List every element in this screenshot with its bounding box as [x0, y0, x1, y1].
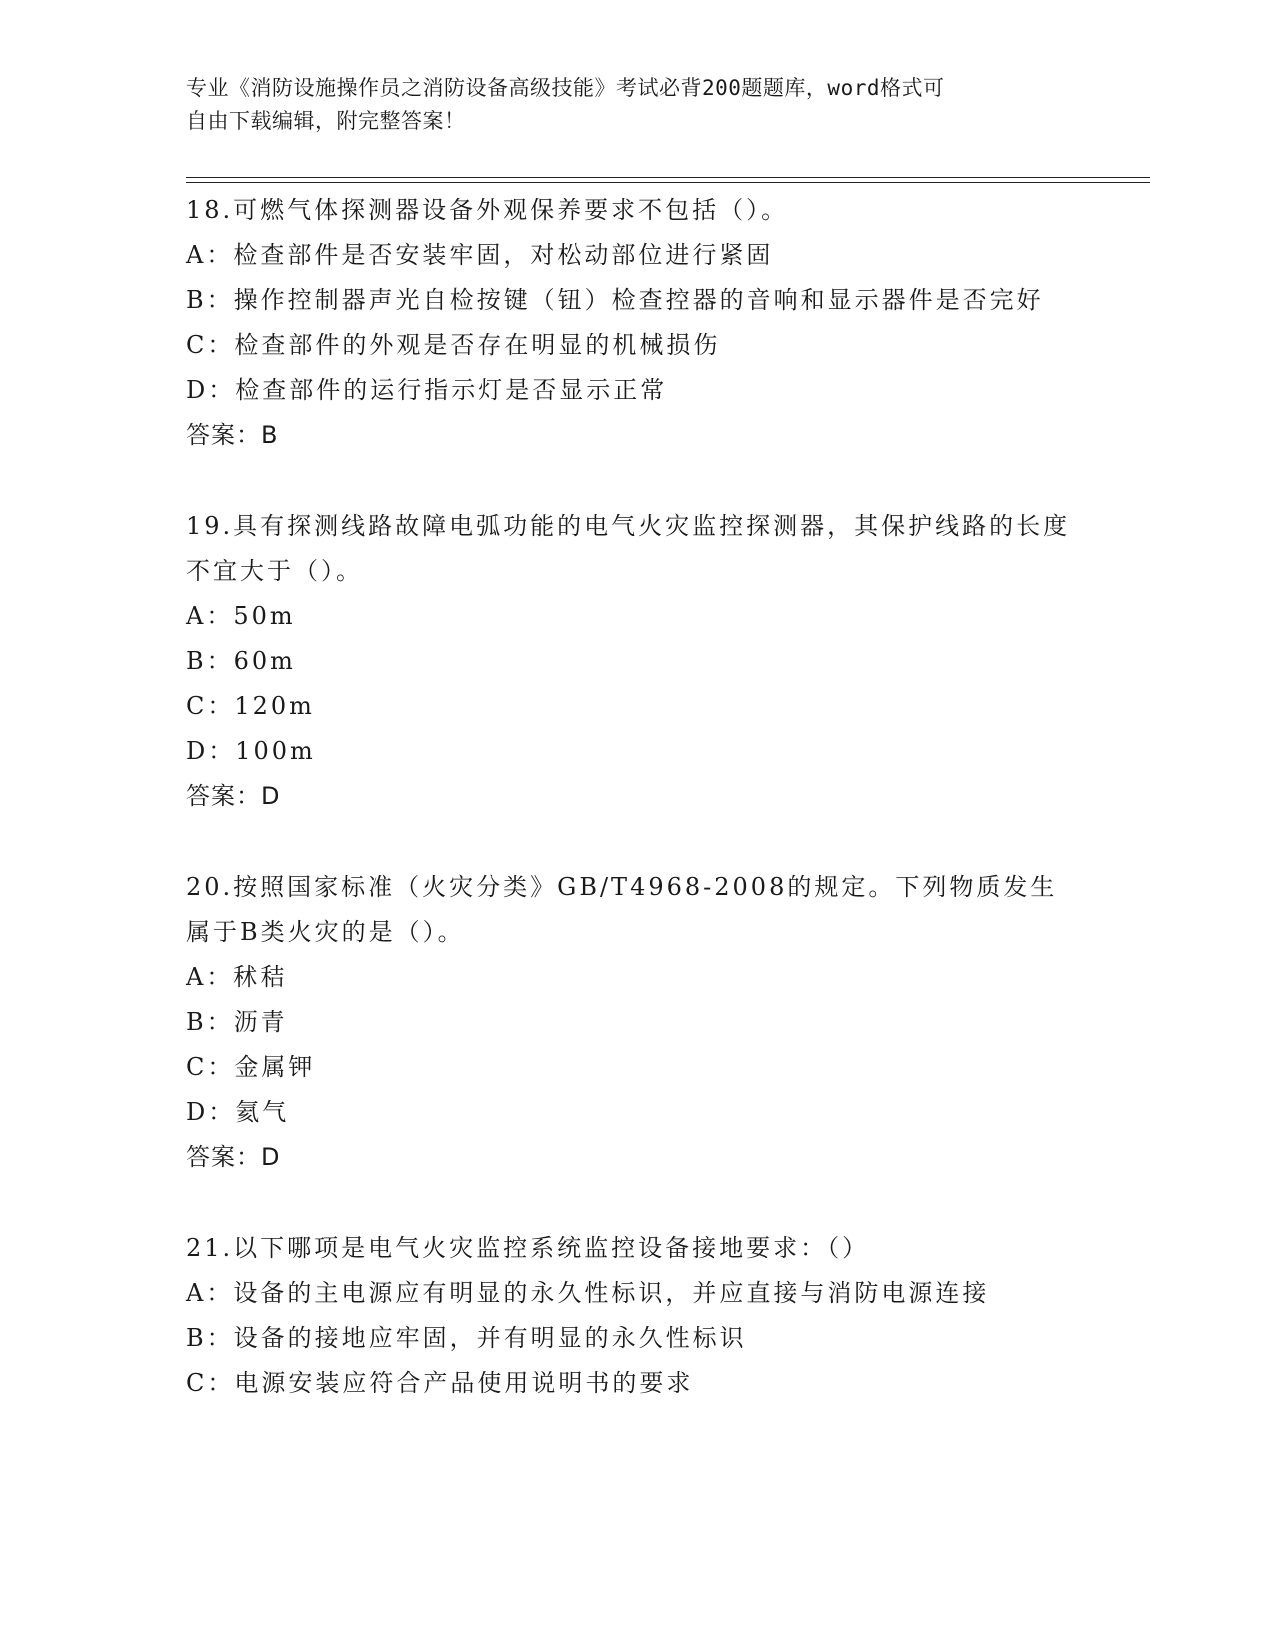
option-a: A：检查部件是否安装牢固，对松动部位进行紧固 — [186, 241, 774, 269]
option-b: B：设备的接地应牢固，并有明显的永久性标识 — [186, 1324, 747, 1352]
option-d: D：检查部件的运行指示灯是否显示正常 — [186, 376, 668, 404]
question-20 — [186, 865, 1076, 1180]
question-19 — [186, 504, 1076, 819]
option-a: A：50m — [186, 602, 296, 630]
answer-line: 答案：B — [186, 421, 279, 449]
option-c: C：120m — [186, 692, 315, 720]
question-stem: 21.以下哪项是电气火灾监控系统监控设备接地要求：（） — [186, 1234, 870, 1262]
header-title-line-1: 专业《消防设施操作员之消防设备高级技能》考试必背200题题库，word格式可 — [186, 76, 945, 100]
option-b: B：60m — [186, 647, 296, 675]
answer-line: 答案：D — [186, 1143, 281, 1171]
document-header — [186, 72, 1066, 138]
option-a: A：设备的主电源应有明显的永久性标识，并应直接与消防电源连接 — [186, 1279, 990, 1307]
option-b: B：沥青 — [186, 1008, 288, 1036]
question-18 — [186, 188, 1076, 458]
header-divider-bottom — [186, 182, 1150, 183]
header-title-line-2: 自由下载编辑，附完整答案！ — [186, 109, 466, 133]
question-stem: 19.具有探测线路故障电弧功能的电气火灾监控探测器，其保护线路的长度不宜大于（）。 — [186, 512, 1071, 585]
question-list — [186, 188, 1076, 1452]
option-b: B：操作控制器声光自检按键（钮）检查控器的音响和显示器件是否完好 — [186, 286, 1044, 314]
option-a: A：秫秸 — [186, 963, 288, 991]
option-d: D：氦气 — [186, 1098, 290, 1126]
answer-line: 答案：D — [186, 782, 281, 810]
option-d: D：100m — [186, 737, 316, 765]
header-divider-top — [186, 177, 1150, 178]
option-c: C：金属钾 — [186, 1053, 316, 1081]
option-c: C：检查部件的外观是否存在明显的机械损伤 — [186, 331, 721, 359]
option-c: C：电源安装应符合产品使用说明书的要求 — [186, 1369, 694, 1397]
question-stem: 20.按照国家标准（火灾分类》GB/T4968-2008的规定。下列物质发生属于B类火灾的是（）。 — [186, 873, 1058, 946]
question-21 — [186, 1226, 1076, 1406]
question-stem: 18.可燃气体探测器设备外观保养要求不包括（）。 — [186, 196, 789, 224]
